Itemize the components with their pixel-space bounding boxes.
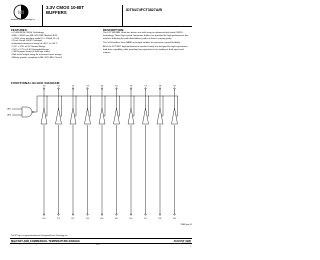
features-heading: FEATURES:	[11, 28, 28, 32]
output-label: Y7	[144, 85, 147, 88]
page-title-line1: 3.3V CMOS 10-BIT	[46, 5, 85, 10]
page-section: 6.15	[96, 244, 100, 246]
feature-item: • VCC = 2.7V to 3.6V, Extended Range	[11, 49, 62, 52]
input-pin	[87, 214, 88, 215]
page-number: 1	[190, 246, 191, 248]
input-label: D5	[115, 218, 118, 220]
bus-junction	[119, 96, 120, 97]
output-label: Y5	[115, 85, 118, 88]
enable-nand-gate	[22, 107, 32, 117]
document-number: DSC-4062/1	[182, 244, 191, 245]
description-paragraph: The 10-bit buffers have NAND-ed output enables for maximum control flexibility.	[103, 41, 181, 44]
bus-junction	[148, 96, 149, 97]
input-label: D8	[158, 218, 162, 220]
input-label: D9	[173, 218, 176, 220]
feature-item: • ESD > 2000V per MIL-STD-883, Method 3015	[11, 35, 62, 38]
input-pin	[101, 214, 102, 215]
enable-tap	[133, 96, 134, 116]
output-label: Y6	[129, 85, 133, 88]
enable-gate-bubble	[32, 111, 34, 113]
feature-item: • > 200V using machine model (C = 200pF, R = 0)	[11, 38, 62, 41]
enable-bus	[34, 96, 178, 112]
figure-id: 2863 drw 01	[180, 224, 192, 226]
part-number: IDT54/74FCT3827A/B	[126, 8, 162, 12]
bus-junction	[76, 96, 77, 97]
bus-junction	[90, 96, 91, 97]
input-pin	[43, 214, 44, 215]
feature-item: • Military product compliant to MIL-STD-883, Class B	[11, 57, 62, 60]
output-label: Y4	[100, 85, 104, 88]
company-name: Integrated Device Technology, Inc.	[10, 20, 36, 21]
trademark-note: The IDT logo is a registered trademark of Integrated Device Technology, Inc.	[11, 235, 68, 237]
enable-tap	[118, 96, 119, 116]
enable-label: OE1	[6, 108, 11, 111]
output-pin	[86, 85, 89, 89]
description-paragraph: The FCT3827A/B 10-bit bus drivers are built using an advanced dual metal CMOS technology. These high-speed, low-power buffers are provided for high-performance bus interface buffering for wide data/address paths or buses carrying parity.	[103, 32, 189, 40]
feature-item: • Extended commercial range of -40°C to +85°C	[11, 43, 62, 46]
input-label: D1	[57, 218, 60, 220]
bus-junction	[177, 96, 178, 97]
block-diagram-heading: FUNCTIONAL BLOCK DIAGRAM	[11, 81, 60, 85]
input-label: D4	[100, 218, 104, 220]
input-pin	[145, 214, 146, 215]
feature-item: • 25 mil Center SSOP Packages	[11, 40, 62, 43]
bus-junction	[61, 96, 62, 97]
enable-tap	[46, 96, 47, 116]
input-label: D3	[86, 218, 89, 220]
output-pin	[115, 85, 118, 89]
enable-tap	[162, 96, 163, 116]
input-label: D2	[71, 218, 75, 220]
output-label: Y0	[42, 85, 46, 88]
bus-junction	[134, 96, 135, 97]
input-pin	[58, 214, 59, 215]
enable-tap	[60, 96, 61, 116]
release-date: AUGUST 1995	[173, 239, 191, 243]
bus-junction	[47, 96, 48, 97]
temperature-range: MILITARY AND COMMERCIAL TEMPERATURE RANGES	[11, 239, 80, 243]
input-pin	[159, 214, 160, 215]
output-label: Y8	[158, 85, 162, 88]
output-pin	[100, 85, 104, 89]
input-pin	[72, 214, 73, 215]
output-pin	[57, 85, 60, 89]
description-paragraph: All of the FCT3827 high-performance interface family are designed for high-capacitance load drive capability, while providing low-capacitance bus loading at both inputs and outputs.	[103, 46, 188, 54]
input-pin	[130, 214, 131, 215]
svg-text:idt: idt	[17, 10, 25, 16]
feature-item: • CMOS power levels (0.4μW typ. static)	[11, 51, 62, 54]
output-pin	[173, 85, 176, 89]
bus-junction	[105, 96, 106, 97]
enable-tap	[147, 96, 148, 116]
input-pin	[174, 214, 175, 215]
feature-item: • VCC = 3.3V ±0.3V, Normal Range	[11, 46, 62, 49]
output-pin	[144, 85, 147, 89]
input-label: D0	[42, 218, 46, 220]
output-label: Y1	[57, 85, 60, 88]
output-pin	[158, 85, 162, 89]
input-pin	[116, 214, 117, 215]
output-label: Y3	[86, 85, 89, 88]
input-label: D6	[129, 218, 133, 220]
description-heading: DESCRIPTION:	[103, 28, 125, 32]
footer-rule	[10, 238, 192, 239]
output-label: Y2	[71, 85, 75, 88]
enable-tap	[89, 96, 90, 116]
output-label: Y9	[173, 85, 176, 88]
feature-item: • Rail-to-rail output swing for increased noise margin	[11, 54, 62, 57]
output-pin	[71, 85, 75, 89]
output-pin	[129, 85, 133, 89]
feature-item: • 0.5 MICRON CMOS Technology	[11, 32, 62, 35]
copyright: ©1995 Integrated Device Technology, Inc.	[11, 244, 41, 245]
enable-label: OE2	[6, 114, 11, 117]
page-title-line2: BUFFERS	[46, 10, 67, 15]
bus-junction	[163, 96, 164, 97]
input-label: D7	[144, 218, 147, 220]
enable-tap	[75, 96, 76, 116]
enable-tap	[104, 96, 105, 116]
enable-tap	[176, 96, 177, 116]
output-pin	[42, 85, 46, 89]
